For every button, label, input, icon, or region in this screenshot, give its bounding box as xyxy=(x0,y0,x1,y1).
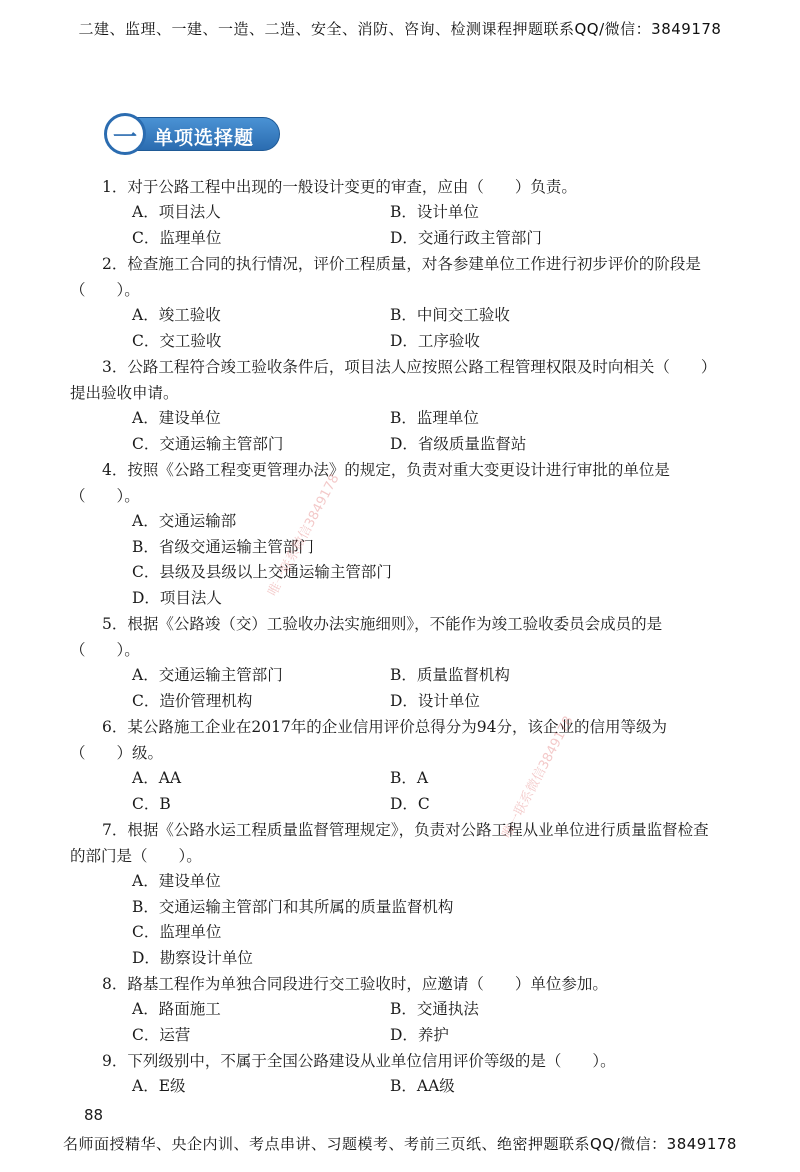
question-list xyxy=(70,174,710,1100)
question-stem: 3．公路工程符合竣工验收条件后，项目法人应按照公路工程管理权限及时向相关（ ）提出验收申请。 xyxy=(70,358,709,402)
option-list xyxy=(70,766,710,817)
section-title: 单项选择题 xyxy=(154,127,255,149)
option: C．监理单位 xyxy=(132,228,222,247)
question-stem: 8．路基工程作为单独合同段进行交工验收时，应邀请（ ）单位参加。 xyxy=(102,975,608,993)
question-4 xyxy=(70,457,710,611)
option: C．交工验收 xyxy=(132,331,222,350)
option: A．竣工验收 xyxy=(132,306,221,324)
question-7 xyxy=(70,817,710,971)
header-banner: 二建、监理、一建、一造、二造、安全、消防、咨询、检测课程押题联系QQ/微信：3849178 xyxy=(78,20,722,38)
option: C．造价管理机构 xyxy=(132,691,253,710)
option: A．建设单位 xyxy=(132,409,221,427)
option: C．监理单位 xyxy=(132,923,222,941)
footer-banner: 名师面授精华、央企内训、考点串讲、习题模考、考前三页纸、绝密押题联系QQ/微信：3849178 xyxy=(63,1135,737,1153)
question-stem: 2．检查施工合同的执行情况，评价工程质量，对各参建单位工作进行初步评价的阶段是（ ）。 xyxy=(70,255,701,299)
option: A．项目法人 xyxy=(132,203,221,221)
option-list xyxy=(70,997,710,1048)
option-list xyxy=(70,663,710,714)
option-list xyxy=(70,303,710,354)
option: B．交通运输主管部门和其所属的质量监督机构 xyxy=(132,897,454,916)
option: A．交通运输主管部门 xyxy=(132,666,283,684)
option: B．AA级 xyxy=(390,1077,455,1095)
option: A．AA xyxy=(132,769,182,787)
question-stem: 9．下列级别中，不属于全国公路建设从业单位信用评价等级的是（ ）。 xyxy=(102,1052,616,1070)
question-2 xyxy=(70,251,710,354)
option: D．设计单位 xyxy=(390,691,480,710)
option: B．省级交通运输主管部门 xyxy=(132,537,314,556)
option: C．运营 xyxy=(132,1025,191,1044)
watermark: 唯一联系微信3849178 xyxy=(499,713,577,841)
question-1 xyxy=(70,174,710,251)
option: D．交通行政主管部门 xyxy=(390,228,542,247)
option: D．工序验收 xyxy=(390,331,480,350)
option-list xyxy=(70,869,710,971)
question-stem: 6．某公路施工企业在2017年的企业信用评价总得分为94分，该企业的信用等级为（ ）级。 xyxy=(70,718,668,762)
question-3 xyxy=(70,354,710,457)
option-list xyxy=(70,406,710,457)
option: A．路面施工 xyxy=(132,1000,221,1018)
option: B．A xyxy=(390,769,429,787)
watermark: 唯一联系微信3849178 xyxy=(265,471,343,599)
question-6 xyxy=(70,714,710,817)
question-5 xyxy=(70,611,710,714)
section-badge xyxy=(104,113,280,155)
option: D．项目法人 xyxy=(132,588,222,607)
question-stem: 1．对于公路工程中出现的一般设计变更的审查，应由（ ）负责。 xyxy=(102,178,577,196)
option: A．交通运输部 xyxy=(132,512,237,530)
option: A．建设单位 xyxy=(132,872,221,890)
question-9 xyxy=(70,1048,710,1100)
question-stem: 4．按照《公路工程变更管理办法》的规定，负责对重大变更设计进行审批的单位是（ ）。 xyxy=(70,461,670,505)
option: B．中间交工验收 xyxy=(390,306,510,324)
page-number: 88 xyxy=(84,1106,104,1124)
option: C．交通运输主管部门 xyxy=(132,434,284,453)
option: A．E级 xyxy=(132,1077,186,1095)
question-8 xyxy=(70,971,710,1048)
option-list xyxy=(70,1074,710,1100)
option: B．质量监督机构 xyxy=(390,666,510,684)
option: B．监理单位 xyxy=(390,409,479,427)
option: D．勘察设计单位 xyxy=(132,948,253,967)
question-stem: 5．根据《公路竣（交）工验收办法实施细则》，不能作为竣工验收委员会成员的是（ ）。 xyxy=(70,615,663,659)
option: D．C xyxy=(390,794,430,813)
option: C．县级及县级以上交通运输主管部门 xyxy=(132,563,392,581)
option: B．设计单位 xyxy=(390,203,479,221)
section-number: 一 xyxy=(104,113,146,155)
option: B．交通执法 xyxy=(390,1000,479,1018)
option: D．省级质量监督站 xyxy=(390,434,527,453)
question-stem: 7．根据《公路水运工程质量监督管理规定》，负责对公路工程从业单位进行质量监督检查的部门是（ ）。 xyxy=(70,821,709,865)
option: D．养护 xyxy=(390,1025,449,1044)
option-list xyxy=(70,200,710,251)
option-list xyxy=(70,509,710,611)
option: C．B xyxy=(132,794,171,813)
